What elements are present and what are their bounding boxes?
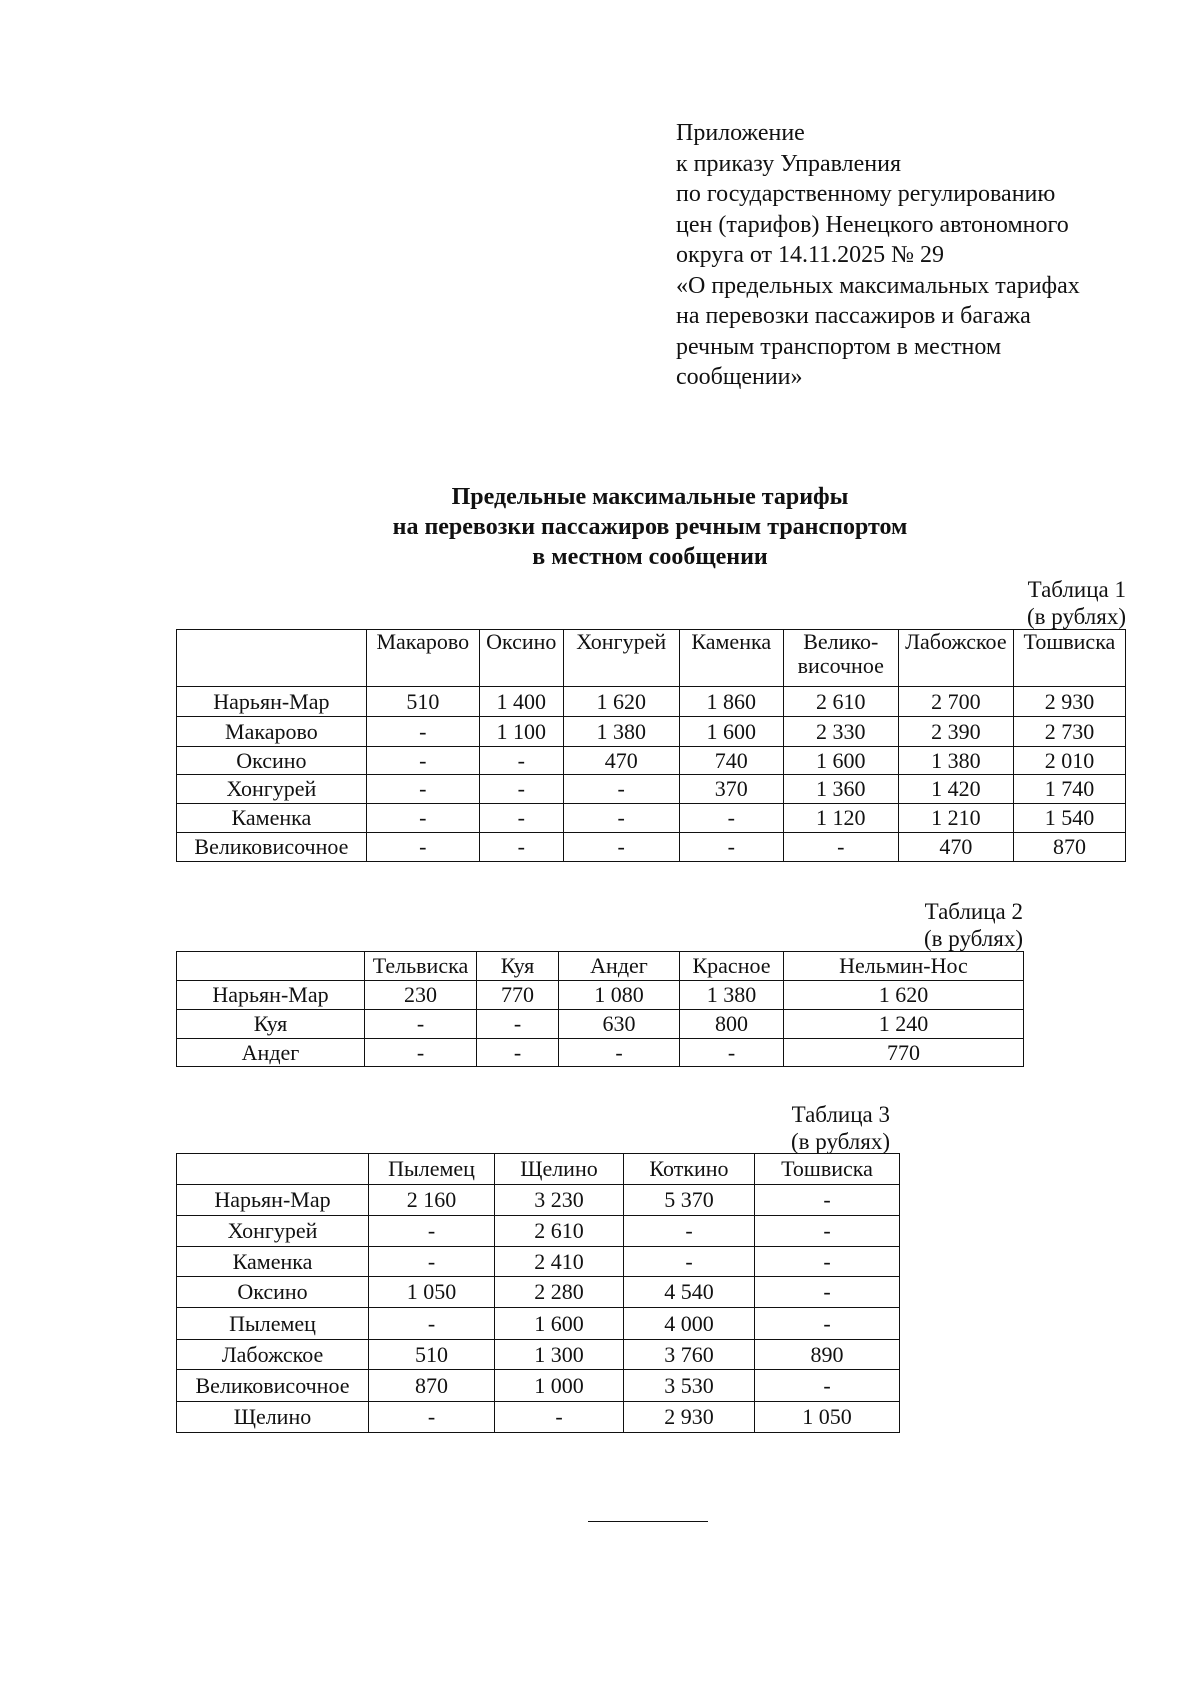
column-header: Куя [477,952,559,981]
tariff-table-2 [176,951,1024,1067]
table-row [177,1247,900,1277]
header-row [177,1154,900,1185]
row-header: Макарово [177,717,367,747]
column-header: Лабожское [898,630,1013,687]
column-header: Велико- височное [783,630,898,687]
tariff-cell: 2 390 [898,717,1013,747]
tariff-cell: 2 700 [898,687,1013,717]
tariff-cell: 770 [784,1039,1024,1067]
tariff-cell: 1 300 [495,1340,624,1370]
tariff-cell: 1 600 [783,747,898,775]
table1-caption-unit: (в рублях) [1026,604,1126,629]
tariff-cell: 890 [755,1340,900,1370]
table-row [177,1185,900,1216]
corner-cell [177,630,367,687]
tariff-cell: 1 120 [783,804,898,833]
tariff-cell: 470 [898,833,1013,862]
table-row [177,747,1126,775]
column-header: Тошвиска [755,1154,900,1185]
table-row [177,1216,900,1247]
table-row [177,1308,900,1340]
row-header: Щелино [177,1402,369,1433]
tariff-cell: - [365,1010,477,1039]
appendix-line: к приказу Управления [676,150,902,177]
tariff-cell: 1 080 [559,981,680,1010]
tariff-cell: 1 740 [1013,775,1125,804]
tariff-cell: - [495,1402,624,1433]
column-header: Макарово [366,630,479,687]
tariff-cell: - [366,833,479,862]
tariff-cell: 2 280 [495,1277,624,1308]
table1-caption-label: Таблица 1 [1027,577,1126,602]
row-header: Андег [177,1039,365,1067]
tariff-cell: 1 600 [495,1308,624,1340]
tariff-cell: 2 930 [1013,687,1125,717]
tariff-cell: - [563,804,679,833]
table-row [177,1402,900,1433]
corner-cell [177,1154,369,1185]
tariff-cell: 1 380 [898,747,1013,775]
column-header: Каменка [679,630,783,687]
tariff-cell: - [624,1247,755,1277]
tariff-cell: - [559,1039,680,1067]
row-header: Оксино [177,1277,369,1308]
tariff-cell: - [369,1216,495,1247]
table-row [177,981,1024,1010]
row-header: Нарьян-Мар [177,687,367,717]
table-row [177,775,1126,804]
appendix-line: сообщении» [676,364,803,390]
table-row [177,717,1126,747]
tariff-cell: - [479,833,563,862]
corner-cell [177,952,365,981]
tariff-cell: 800 [680,1010,784,1039]
tariff-cell: 770 [477,981,559,1010]
table2-caption-label: Таблица 2 [924,899,1023,924]
tariff-cell: - [755,1308,900,1340]
tariff-cell: - [369,1247,495,1277]
tariff-cell: 4 000 [624,1308,755,1340]
tariff-cell: - [365,1039,477,1067]
tariff-cell: 2 410 [495,1247,624,1277]
tariff-table-3 [176,1153,900,1433]
tariff-cell: - [369,1308,495,1340]
appendix-header [676,118,1176,393]
header-row [177,952,1024,981]
table-row [177,804,1126,833]
column-header: Коткино [624,1154,755,1185]
tariff-cell: 4 540 [624,1277,755,1308]
tariff-cell: - [755,1247,900,1277]
tariff-cell: - [479,804,563,833]
table3-caption-label: Таблица 3 [791,1102,890,1127]
tariff-cell: - [680,1039,784,1067]
tariff-cell: 2 610 [783,687,898,717]
table-row [177,1340,900,1370]
tariff-cell: - [563,833,679,862]
appendix-line: округа от 14.11.2025 № 29 [676,242,945,268]
tariff-cell: - [366,747,479,775]
tariff-cell: 1 400 [479,687,563,717]
tariff-cell: 1 360 [783,775,898,804]
column-header: Пылемец [369,1154,495,1185]
tariff-cell: - [755,1277,900,1308]
column-header: Красное [680,952,784,981]
row-header: Оксино [177,747,367,775]
column-header: Оксино [479,630,563,687]
tariff-cell: - [624,1216,755,1247]
tariff-cell: - [679,804,783,833]
tariff-cell: 740 [679,747,783,775]
tariff-cell: 1 600 [679,717,783,747]
table-row [177,687,1126,717]
row-header: Каменка [177,1247,369,1277]
tariff-cell: 3 760 [624,1340,755,1370]
tariff-cell: 1 050 [369,1277,495,1308]
tariff-cell: 1 380 [563,717,679,747]
tariff-cell: 3 530 [624,1370,755,1402]
row-header: Нарьян-Мар [177,1185,369,1216]
tariff-cell: 1 620 [563,687,679,717]
tariff-cell: - [679,833,783,862]
document-title [170,482,1130,572]
column-header: Тошвиска [1013,630,1125,687]
tariff-cell: 870 [369,1370,495,1402]
end-line [588,1521,708,1522]
column-header: Щелино [495,1154,624,1185]
tariff-cell: 1 380 [680,981,784,1010]
row-header: Хонгурей [177,1216,369,1247]
tariff-cell: 5 370 [624,1185,755,1216]
tariff-cell: - [366,804,479,833]
row-header: Великовисочное [177,833,367,862]
tariff-cell: 870 [1013,833,1125,862]
column-header: Андег [559,952,680,981]
table-row [177,1277,900,1308]
row-header: Великовисочное [177,1370,369,1402]
tariff-cell: 1 050 [755,1402,900,1433]
table-row [177,1370,900,1402]
tariff-cell: 2 010 [1013,747,1125,775]
appendix-line: «О предельных максимальных тарифах [676,272,1080,299]
tariff-cell: 2 930 [624,1402,755,1433]
tariff-cell: - [366,717,479,747]
column-header: Хонгурей [563,630,679,687]
tariff-cell: - [755,1185,900,1216]
tariff-cell: 2 610 [495,1216,624,1247]
tariff-cell: 2 730 [1013,717,1125,747]
tariff-cell: 1 210 [898,804,1013,833]
appendix-line: по государственному регулированию [676,181,1056,207]
tariff-cell: 1 100 [479,717,563,747]
tariff-cell: - [755,1370,900,1402]
table1-caption [900,576,1126,630]
table3-caption-unit: (в рублях) [790,1129,890,1154]
header-row [177,630,1126,687]
row-header: Нарьян-Мар [177,981,365,1010]
tariff-cell: - [477,1010,559,1039]
tariff-cell: 1 420 [898,775,1013,804]
column-header: Тельвиска [365,952,477,981]
tariff-cell: - [477,1039,559,1067]
title-line: Предельные максимальные тарифы [451,484,849,510]
tariff-cell: 2 330 [783,717,898,747]
tariff-cell: - [366,775,479,804]
column-header: Нельмин-Нос [784,952,1024,981]
tariff-cell: 230 [365,981,477,1010]
tariff-cell: 1 540 [1013,804,1125,833]
tariff-cell: 630 [559,1010,680,1039]
row-header: Куя [177,1010,365,1039]
appendix-line: цен (тарифов) Ненецкого автономного [676,211,1069,238]
tariff-cell: 1 240 [784,1010,1024,1039]
row-header: Лабожское [177,1340,369,1370]
tariff-cell: - [479,747,563,775]
row-header: Каменка [177,804,367,833]
appendix-line: на перевозки пассажиров и багажа [676,303,1031,329]
table2-caption-unit: (в рублях) [923,926,1023,951]
tariff-cell: 510 [369,1340,495,1370]
table-row [177,833,1126,862]
tariff-cell: 510 [366,687,479,717]
table3-caption [700,1101,890,1155]
tariff-cell: - [783,833,898,862]
table-row [177,1039,1024,1067]
appendix-line: речным транспортом в местном [676,333,1002,360]
tariff-cell: 1 000 [495,1370,624,1402]
tariff-cell: - [755,1216,900,1247]
tariff-cell: - [369,1402,495,1433]
row-header: Хонгурей [177,775,367,804]
tariff-cell: 1 620 [784,981,1024,1010]
tariff-cell: - [563,775,679,804]
row-header: Пылемец [177,1308,369,1340]
table-row [177,1010,1024,1039]
title-line: в местном сообщении [532,544,768,570]
tariff-cell: 3 230 [495,1185,624,1216]
tariff-cell: 470 [563,747,679,775]
table2-caption [800,898,1023,952]
tariff-cell: 2 160 [369,1185,495,1216]
tariff-cell: - [479,775,563,804]
title-line: на перевозки пассажиров речным транспортом [392,514,908,540]
tariff-cell: 370 [679,775,783,804]
tariff-table-1 [176,629,1126,862]
tariff-cell: 1 860 [679,687,783,717]
appendix-line: Приложение [676,120,805,146]
